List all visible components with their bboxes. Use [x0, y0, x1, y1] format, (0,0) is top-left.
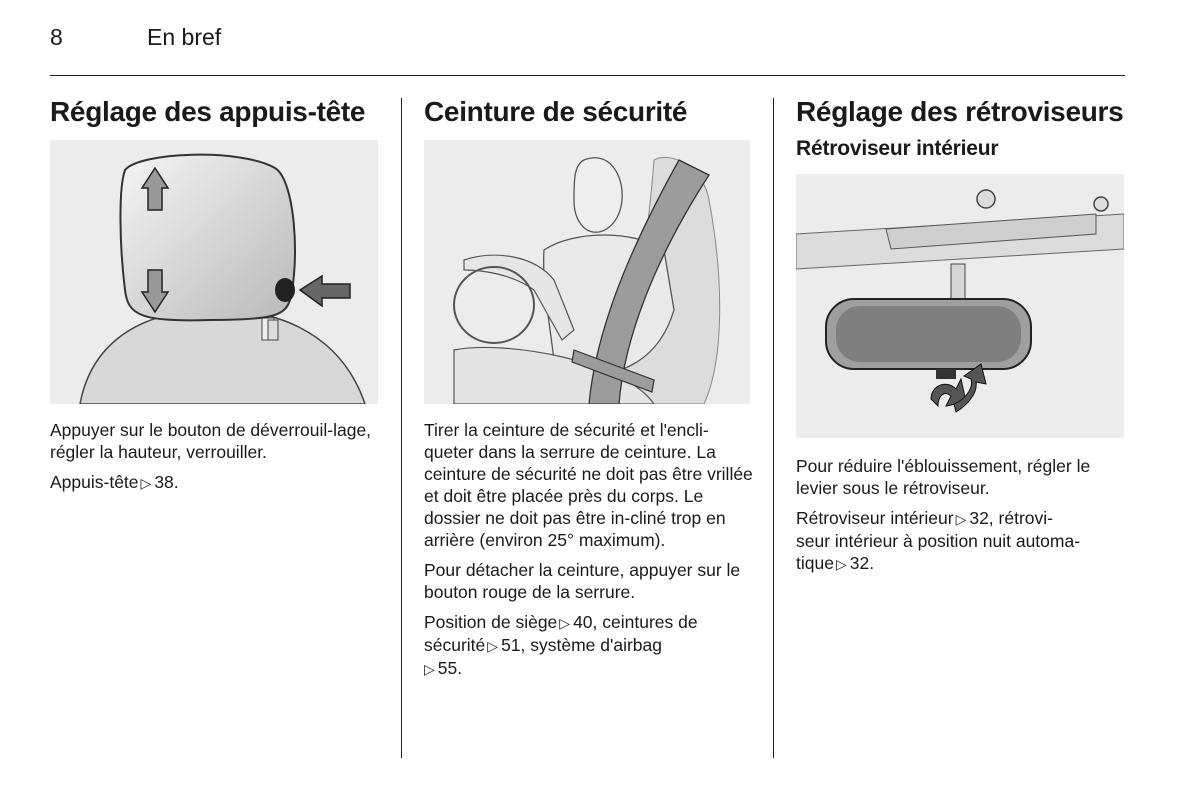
page-ref-icon: ▷: [140, 475, 152, 491]
headrest-illustration: [50, 140, 378, 404]
column-headrest: [50, 94, 380, 502]
page-number: 8: [50, 24, 63, 50]
page-ref-icon: ▷: [487, 638, 499, 654]
header-rule: [50, 75, 1125, 76]
headrest-reference: Appuis-tête ▷ 38.: [50, 472, 179, 492]
headrest-instructions: Appuyer sur le bouton de déverrouil-lage, régler la hauteur, verrouiller.: [50, 420, 372, 462]
headrest-heading: Réglage des appuis-tête: [50, 96, 366, 127]
column-divider: [401, 98, 402, 758]
seatbelt-instructions: Tirer la ceinture de sécurité et l'encli-queter dans la serrure de ceinture. La ceinture de sécurité ne doit pas être vrillée et doit être placée près du corps. Le dossier ne doit pas être in-cliné trop en arrière (environ 25° maximum).: [424, 420, 753, 550]
page-header: [50, 24, 221, 58]
page-ref-icon: ▷: [559, 615, 571, 631]
seatbelt-release: Pour détacher la ceinture, appuyer sur le bouton rouge de la serrure.: [424, 560, 741, 602]
seatbelt-heading: Ceinture de sécurité: [424, 96, 688, 127]
mirror-instructions: Pour réduire l'éblouissement, régler le levier sous le rétroviseur.: [796, 456, 1091, 498]
column-divider: [773, 98, 774, 758]
page-ref-icon: ▷: [835, 556, 847, 572]
page-ref-icon: ▷: [424, 661, 435, 677]
mirror-illustration: [796, 174, 1124, 438]
column-mirrors: [796, 94, 1131, 583]
chapter-title: En bref: [147, 24, 222, 50]
seatbelt-references: Position de siège ▷ 40, ceintures de sécurité ▷ 51, système d'airbag ▷ 55.: [424, 612, 698, 678]
mirrors-heading: Réglage des rétroviseurs: [796, 96, 1124, 127]
interior-mirror-subheading: Rétroviseur intérieur: [796, 137, 999, 160]
column-seatbelt: [424, 94, 754, 688]
seatbelt-illustration: [424, 140, 750, 404]
mirror-references: Rétroviseur intérieur ▷ 32, rétrovi- seur intérieur à position nuit automa- tique ▷ 32.: [796, 508, 1081, 573]
page-ref-icon: ▷: [955, 511, 967, 527]
